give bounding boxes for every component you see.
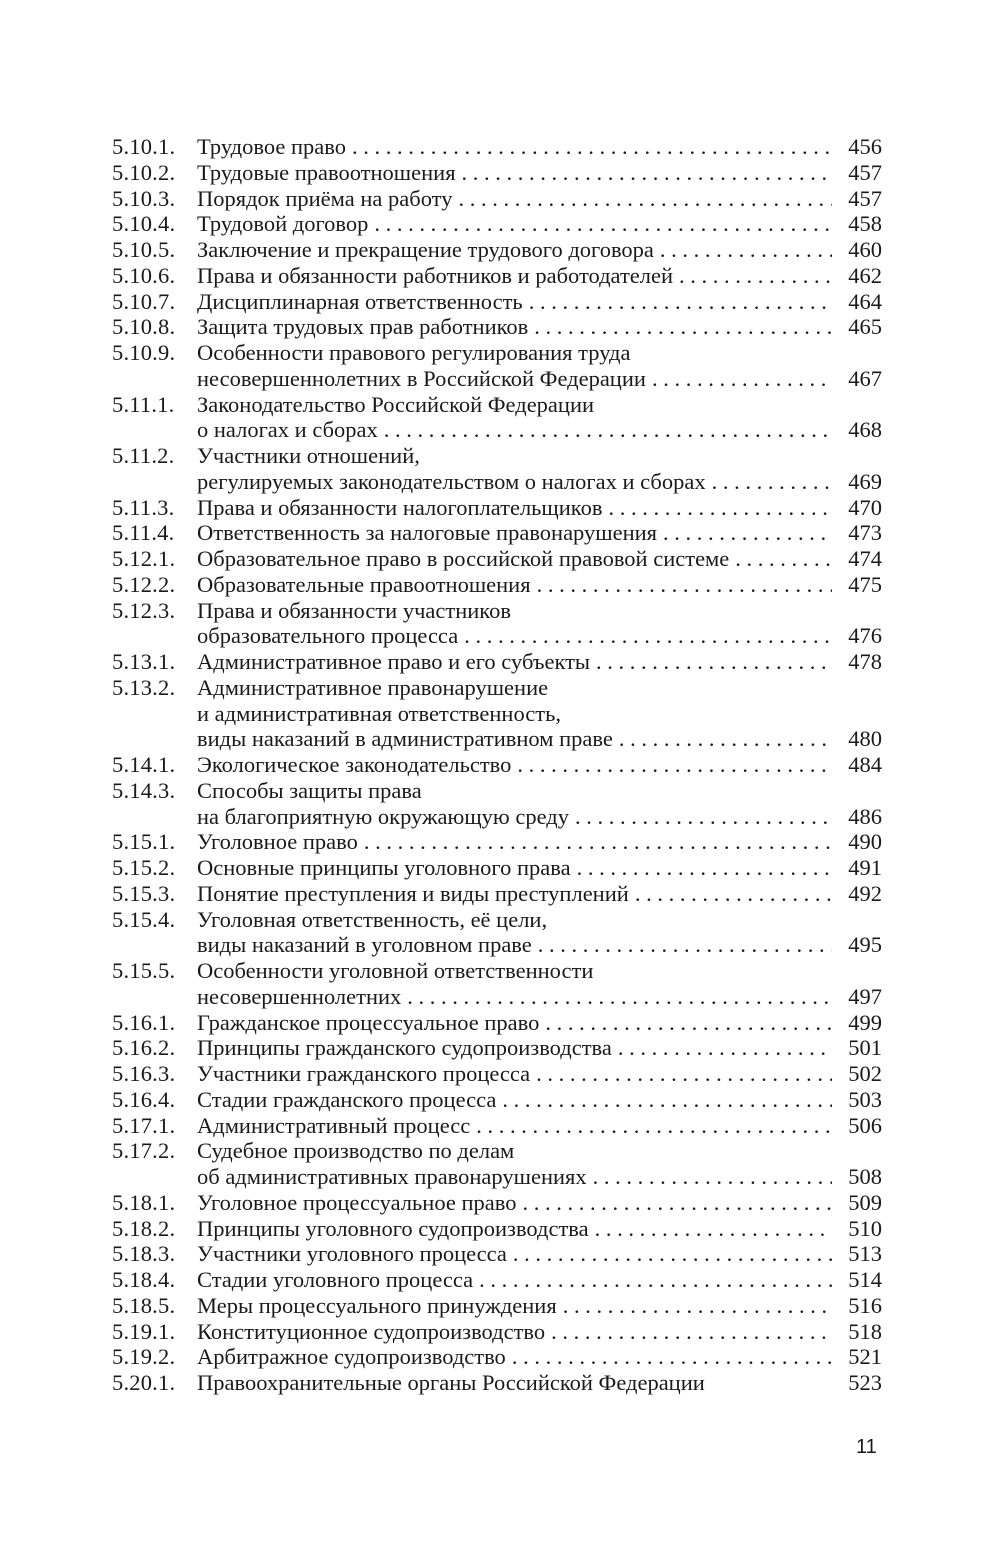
toc-entry-title: и административная ответственность, xyxy=(197,700,561,726)
toc-entry-title: виды наказаний в административном праве xyxy=(197,726,613,752)
dot-leader xyxy=(536,1061,832,1087)
toc-entry-title: Конституционное судопроизводство xyxy=(197,1318,546,1344)
toc-entry xyxy=(112,1035,882,1061)
toc-entry-number: 5.11.4. xyxy=(112,520,175,546)
toc-entry-title: Трудовой договор xyxy=(197,211,369,237)
toc-entry-page: 502 xyxy=(848,1061,882,1086)
dot-leader xyxy=(577,855,832,881)
toc-entry-title: Способы защиты права xyxy=(197,777,422,803)
toc-entry-number: 5.13.1. xyxy=(112,649,176,674)
toc-entry xyxy=(112,417,882,443)
toc-entry-title: Уголовное процессуальное право xyxy=(197,1189,517,1215)
toc-entry-title: Административное право и его субъекты xyxy=(197,649,591,674)
toc-entry xyxy=(112,881,882,907)
toc-entry-number: 5.15.1. xyxy=(112,829,176,855)
toc-entry xyxy=(112,1087,882,1113)
toc-entry-page: 484 xyxy=(848,752,882,777)
toc-entry xyxy=(112,649,882,675)
toc-entry-title: Заключение и прекращение трудового договора xyxy=(197,237,654,262)
toc-entry-number: 5.18.4. xyxy=(112,1267,176,1292)
toc-entry xyxy=(112,1216,882,1242)
toc-entry-number: 5.10.3. xyxy=(112,185,176,211)
toc-entry xyxy=(112,1267,882,1293)
dot-leader xyxy=(679,263,832,289)
dot-leader xyxy=(522,1190,832,1216)
toc-entry-title: Участники гражданского процесса xyxy=(197,1061,531,1086)
toc-entry-title: Права и обязанности налогоплательщиков xyxy=(197,494,603,520)
toc-entry-title: виды наказаний в уголовном праве xyxy=(197,932,532,958)
toc-entry xyxy=(112,1061,882,1087)
dot-leader xyxy=(462,160,832,186)
toc-entry-title: Меры процессуального принуждения xyxy=(197,1292,557,1318)
dot-leader xyxy=(635,881,832,907)
dot-leader xyxy=(407,984,832,1010)
toc-entry-page: 486 xyxy=(848,803,882,829)
toc-entry-number: 5.16.2. xyxy=(112,1035,176,1061)
toc-entry-page: 474 xyxy=(848,546,882,571)
toc-entry-title: Особенности правового регулирования труда xyxy=(197,340,631,365)
toc-entry-page: 456 xyxy=(848,134,882,159)
toc-entry-number: 5.14.1. xyxy=(112,752,176,777)
dot-leader xyxy=(352,134,832,160)
toc-entry xyxy=(112,855,882,881)
toc-entry-number: 5.14.3. xyxy=(112,777,176,803)
toc-entry-page: 508 xyxy=(848,1164,882,1189)
toc-entry-number: 5.18.5. xyxy=(112,1292,176,1318)
toc-entry-title: Участники уголовного процесса xyxy=(197,1241,507,1267)
toc-entry-page: 490 xyxy=(848,829,882,855)
toc-entry-number: 5.16.4. xyxy=(112,1086,176,1112)
toc-entry-page: 510 xyxy=(848,1215,882,1241)
dot-leader xyxy=(364,829,832,855)
toc-entry-number: 5.18.3. xyxy=(112,1241,176,1267)
toc-entry xyxy=(112,263,882,289)
toc-entry xyxy=(112,546,882,572)
toc-entry-title: Судебное производство по делам xyxy=(197,1138,515,1164)
toc-entry-number: 5.10.8. xyxy=(112,314,176,340)
toc-entry xyxy=(112,340,882,366)
toc-entry-page: 468 xyxy=(848,417,882,443)
dot-leader xyxy=(538,932,832,958)
toc-entry-page: 501 xyxy=(848,1035,882,1061)
toc-entry-title: на благоприятную окружающую среду xyxy=(197,803,569,829)
toc-entry-title: регулируемых законодательством о налогах и сборах xyxy=(197,468,706,494)
toc-entry-title: Образовательные правоотношения xyxy=(197,571,531,597)
toc-entry-title: об административных правонарушениях xyxy=(197,1164,587,1189)
dot-leader xyxy=(529,289,832,315)
toc-entry xyxy=(112,314,882,340)
toc-entry-number: 5.15.2. xyxy=(112,855,176,880)
toc-entry-number: 5.10.9. xyxy=(112,340,176,365)
toc-entry-number: 5.10.4. xyxy=(112,211,176,237)
toc-entry-page: 491 xyxy=(848,855,882,880)
toc-entry xyxy=(112,1370,882,1396)
toc-entry-title: несовершеннолетних в Российской Федерации xyxy=(197,365,646,391)
dot-leader xyxy=(575,804,832,830)
toc-entry xyxy=(112,572,882,598)
toc-entry-title: Стадии гражданского процесса xyxy=(197,1086,497,1112)
toc-entry-title: Дисциплинарная ответственность xyxy=(197,288,523,314)
toc-entry-page: 495 xyxy=(848,932,882,958)
toc-entry-number: 5.15.4. xyxy=(112,906,176,932)
toc-entry-page: 476 xyxy=(848,623,882,649)
toc-entry xyxy=(112,907,882,933)
toc-entry-number: 5.17.2. xyxy=(112,1138,176,1164)
toc-entry-page: 506 xyxy=(848,1112,882,1138)
toc-entry-title: Правоохранительные органы Российской Федерации xyxy=(197,1370,705,1395)
toc-entry-page: 467 xyxy=(848,365,882,391)
toc-entry-title: несовершеннолетних xyxy=(197,983,402,1009)
toc-entry-number: 5.13.2. xyxy=(112,674,176,700)
toc-entry-number: 5.18.2. xyxy=(112,1215,176,1241)
toc-entry-title: Законодательство Российской Федерации xyxy=(197,391,595,417)
toc-entry-page: 509 xyxy=(848,1189,882,1215)
dot-leader xyxy=(517,752,832,778)
dot-leader xyxy=(384,417,832,443)
toc-entry xyxy=(112,752,882,778)
table-of-contents xyxy=(112,134,882,1396)
toc-entry xyxy=(112,366,882,392)
toc-entry-title: Порядок приёма на работу xyxy=(197,185,453,211)
dot-leader xyxy=(595,1216,832,1242)
toc-entry-page: 465 xyxy=(848,314,882,340)
toc-entry-title: Принципы уголовного судопроизводства xyxy=(197,1215,589,1241)
toc-entry-title: Права и обязанности работников и работодателей xyxy=(197,262,674,288)
toc-entry-title: Понятие преступления и виды преступлений xyxy=(197,880,629,906)
toc-entry-number: 5.10.6. xyxy=(112,262,176,288)
toc-entry-number: 5.12.1. xyxy=(112,546,176,571)
dot-leader xyxy=(464,623,832,649)
toc-entry-title: Административное правонарушение xyxy=(197,674,549,700)
toc-entry xyxy=(112,778,882,804)
toc-entry-page: 464 xyxy=(848,288,882,314)
dot-leader xyxy=(479,1267,832,1293)
toc-entry xyxy=(112,1010,882,1036)
toc-entry-number: 5.16.3. xyxy=(112,1061,176,1086)
toc-entry xyxy=(112,598,882,624)
dot-leader xyxy=(502,1087,832,1113)
dot-leader xyxy=(652,366,832,392)
toc-entry-title: Экологическое законодательство xyxy=(197,752,512,777)
toc-entry xyxy=(112,726,882,752)
toc-entry-title: Уголовная ответственность, её цели, xyxy=(197,906,548,932)
toc-entry-number: 5.10.1. xyxy=(112,134,176,159)
toc-entry xyxy=(112,469,882,495)
dot-leader xyxy=(608,495,832,521)
toc-entry-page: 521 xyxy=(848,1344,882,1370)
toc-entry-title: Административный процесс xyxy=(197,1112,471,1138)
toc-entry-title: Уголовное право xyxy=(197,829,358,855)
dot-leader xyxy=(712,469,832,495)
toc-entry xyxy=(112,1319,882,1345)
dot-leader xyxy=(512,1344,832,1370)
dot-leader xyxy=(551,1319,832,1345)
toc-entry-number: 5.11.2. xyxy=(112,443,175,468)
toc-entry xyxy=(112,211,882,237)
toc-entry xyxy=(112,392,882,418)
toc-entry xyxy=(112,623,882,649)
toc-entry xyxy=(112,1241,882,1267)
toc-entry xyxy=(112,1113,882,1139)
toc-entry-title: Трудовые правоотношения xyxy=(197,159,456,185)
toc-entry xyxy=(112,958,882,984)
dot-leader xyxy=(619,726,832,752)
toc-entry-number: 5.11.3. xyxy=(112,494,175,520)
toc-entry xyxy=(112,134,882,160)
dot-leader xyxy=(735,546,832,572)
toc-entry-page: 514 xyxy=(848,1267,882,1292)
dot-leader xyxy=(660,237,832,263)
toc-entry xyxy=(112,443,882,469)
toc-entry xyxy=(112,804,882,830)
toc-entry xyxy=(112,1164,882,1190)
toc-entry-number: 5.19.2. xyxy=(112,1344,176,1370)
toc-entry-page: 503 xyxy=(848,1086,882,1112)
toc-entry-page: 458 xyxy=(848,211,882,237)
dot-leader xyxy=(513,1241,832,1267)
toc-entry-number: 5.18.1. xyxy=(112,1189,176,1215)
toc-entry-page: 523 xyxy=(848,1370,882,1395)
toc-entry-page: 499 xyxy=(848,1009,882,1035)
toc-entry-page: 473 xyxy=(848,520,882,546)
dot-leader xyxy=(458,186,832,212)
toc-entry-title: Участники отношений, xyxy=(197,443,420,468)
toc-entry-page: 457 xyxy=(848,185,882,211)
toc-entry-page: 480 xyxy=(848,726,882,752)
toc-entry-title: Права и обязанности участников xyxy=(197,597,511,623)
toc-entry-number: 5.19.1. xyxy=(112,1318,176,1344)
toc-entry-title: Защита трудовых прав работников xyxy=(197,314,529,340)
toc-entry-title: Образовательное право в российской правовой системе xyxy=(197,546,730,571)
toc-entry-page: 475 xyxy=(848,571,882,597)
toc-entry-title: Стадии уголовного процесса xyxy=(197,1267,474,1292)
toc-entry-title: Принципы гражданского судопроизводства xyxy=(197,1035,612,1061)
toc-entry-page: 492 xyxy=(848,880,882,906)
toc-entry xyxy=(112,1344,882,1370)
toc-entry xyxy=(112,1293,882,1319)
toc-entry xyxy=(112,1138,882,1164)
dot-leader xyxy=(537,572,832,598)
dot-leader xyxy=(476,1113,832,1139)
toc-entry-number: 5.11.1. xyxy=(112,391,175,417)
toc-entry-page: 478 xyxy=(848,649,882,674)
toc-entry-title: образовательного процесса xyxy=(197,623,459,649)
toc-entry xyxy=(112,701,882,727)
toc-entry-title: Особенности уголовной ответственности xyxy=(197,958,594,983)
toc-entry-number: 5.20.1. xyxy=(112,1370,176,1395)
toc-entry xyxy=(112,675,882,701)
toc-entry-page: 513 xyxy=(848,1241,882,1267)
toc-entry xyxy=(112,984,882,1010)
toc-entry-number: 5.10.7. xyxy=(112,288,176,314)
toc-entry xyxy=(112,520,882,546)
toc-entry-title: Ответственность за налоговые правонарушения xyxy=(197,520,658,546)
page-number: 11 xyxy=(856,1436,877,1458)
toc-entry-page: 516 xyxy=(848,1292,882,1318)
toc-entry-title: Арбитражное судопроизводство xyxy=(197,1344,506,1370)
toc-entry-page: 497 xyxy=(848,983,882,1009)
toc-entry-page: 518 xyxy=(848,1318,882,1344)
dot-leader xyxy=(374,211,832,237)
toc-entry xyxy=(112,829,882,855)
dot-leader xyxy=(663,520,832,546)
toc-entry-number: 5.15.3. xyxy=(112,880,176,906)
toc-entry-page: 457 xyxy=(848,159,882,185)
dot-leader xyxy=(618,1035,832,1061)
toc-entry-title: Трудовое право xyxy=(197,134,346,159)
toc-entry xyxy=(112,932,882,958)
toc-entry-number: 5.12.2. xyxy=(112,571,176,597)
toc-entry-title: Гражданское процессуальное право xyxy=(197,1009,540,1035)
dot-leader xyxy=(545,1010,832,1036)
toc-entry-page: 469 xyxy=(848,468,882,494)
dot-leader xyxy=(534,314,832,340)
toc-entry xyxy=(112,160,882,186)
toc-entry-title: о налогах и сборах xyxy=(197,417,378,443)
toc-entry xyxy=(112,289,882,315)
toc-entry-title: Основные принципы уголовного права xyxy=(197,855,571,880)
toc-entry-number: 5.16.1. xyxy=(112,1009,176,1035)
dot-leader xyxy=(596,649,832,675)
dot-leader xyxy=(563,1293,832,1319)
toc-entry-page: 460 xyxy=(848,237,882,262)
toc-entry-number: 5.10.5. xyxy=(112,237,176,262)
toc-entry xyxy=(112,495,882,521)
toc-entry-number: 5.12.3. xyxy=(112,597,176,623)
toc-entry-number: 5.10.2. xyxy=(112,159,176,185)
toc-entry xyxy=(112,237,882,263)
toc-entry-number: 5.15.5. xyxy=(112,958,176,983)
toc-entry-page: 470 xyxy=(848,494,882,520)
dot-leader xyxy=(593,1164,832,1190)
toc-entry-page: 462 xyxy=(848,262,882,288)
toc-entry xyxy=(112,186,882,212)
toc-entry xyxy=(112,1190,882,1216)
toc-entry-number: 5.17.1. xyxy=(112,1112,176,1138)
